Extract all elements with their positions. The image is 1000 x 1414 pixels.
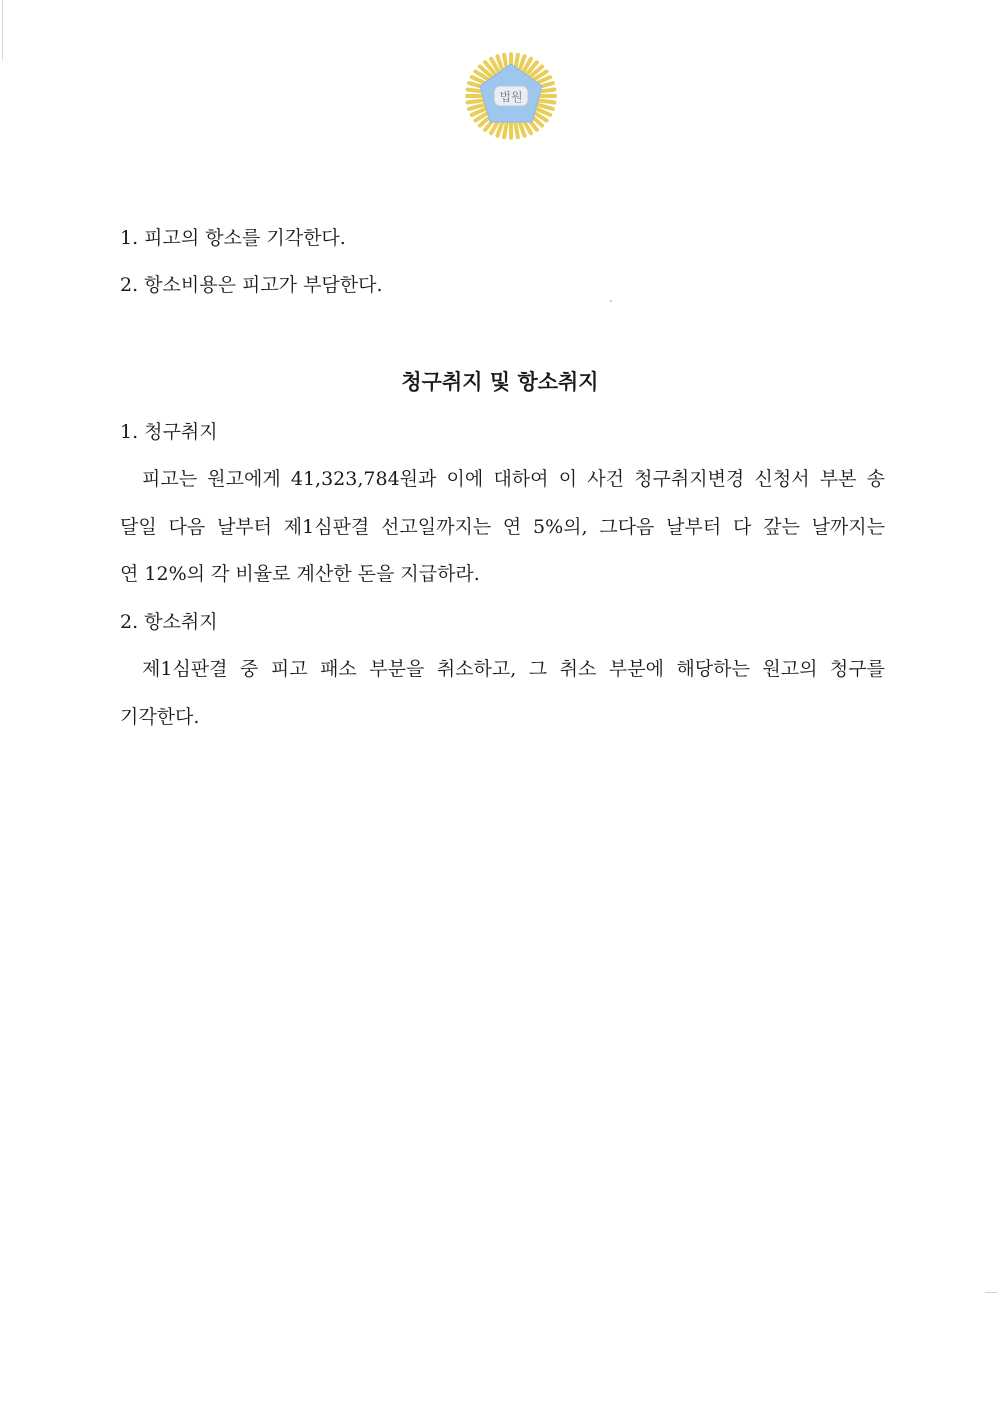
appeal-line-2: 기각한다. (120, 706, 200, 728)
scan-edge-line (2, 0, 3, 60)
scan-mark (985, 1292, 997, 1293)
claim-line-3: 연 12%의 각 비율로 계산한 돈을 지급하라. (120, 563, 480, 585)
seal-petal (537, 100, 555, 102)
section-title: 청구취지 및 항소취지 (401, 370, 599, 394)
claim-heading: 1. 청구취지 (120, 421, 218, 443)
seal-petal (504, 122, 507, 138)
appeal-heading: 2. 항소취지 (120, 611, 218, 633)
seal-label: 법원 (499, 90, 523, 104)
disposition-item-2: 2. 항소비용은 피고가 부담한다. (120, 274, 383, 296)
scan-speck (610, 300, 612, 302)
appeal-line-1: 제1심판결 중 피고 패소 부분을 취소하고, 그 취소 부분에 해당하는 원고의 청구를 (142, 658, 885, 680)
seal-petal (515, 122, 518, 138)
seal-petal (468, 100, 486, 102)
court-seal-icon (456, 50, 566, 145)
disposition-item-1: 1. 피고의 항소를 기각한다. (120, 227, 346, 249)
claim-line-1: 피고는 원고에게 41,323,784원과 이에 대하여 이 사건 청구취지변경 신청서 부본 송 (142, 468, 885, 490)
claim-line-2: 달일 다음 날부터 제1심판결 선고일까지는 연 5%의, 그다음 날부터 다 갚는 날까지는 (120, 516, 885, 538)
